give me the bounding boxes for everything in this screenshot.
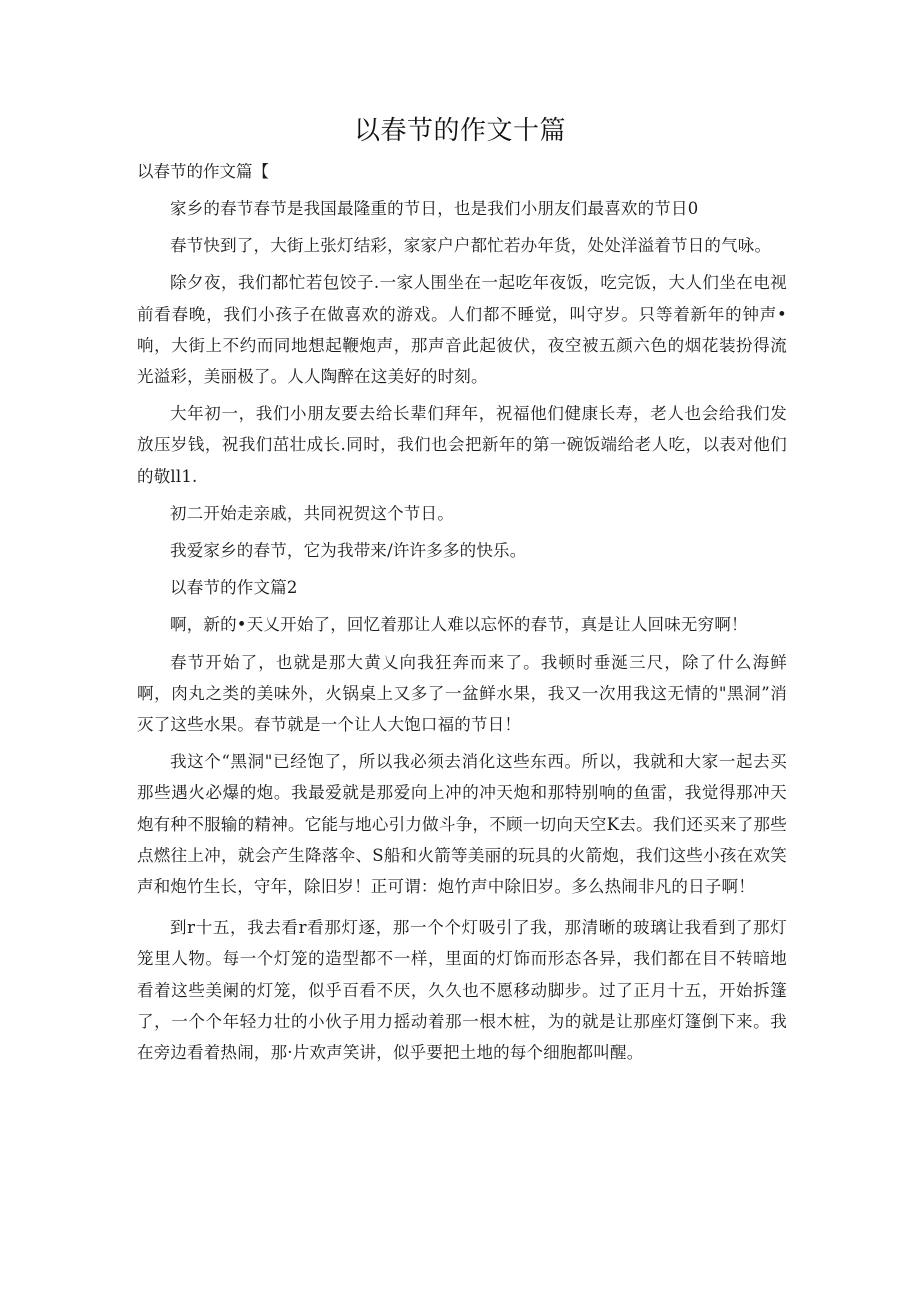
paragraph: 除夕夜，我们都忙若包饺子.一家人围坐在一起吃年夜饭，吃完饭，大人们坐在电视前看春晚，我们小孩子在做喜欢的游戏。人们都不睡觉，叫守岁。只等着新年的钟声•响，大街上不约而同地想起鞭炮声，那声音此起彼伏，夜空被五颜六色的烟花装扮得流光溢彩，美丽极了。人人陶醉在这美好的时刻。 [137, 273, 787, 387]
paragraph: 大年初一，我们小朋友要去给长辈们拜年，祝福他们健康长寿，老人也会给我们发放压岁钱，祝我们茁壮成长.同时，我们也会把新年的第一碗饭端给老人吃，以表对他们的敬ll1. [137, 404, 787, 486]
paragraph: 初二开始走亲戚，共同祝贺这个节日。 [170, 503, 454, 523]
paragraph: 到r十五，我去看r看那灯逐，那一个个灯吸引了我，那清晰的玻璃让我看到了那灯笼里人物。每一个灯笼的造型都不一样，里面的灯饰而形态各异，我们都在目不转暗地看着这些美阑的灯笼，似乎百看不厌，久久也不愿移动脚步。过了正月十五，开始拆篷了，一个个年轻力壮的小伙子用力摇动着那一根木桩，为的就是让那座灯篷倒下来。我在旁边看着热闹，那·片欢声笑讲，似乎要把土地的每个细胞都叫醒。 [137, 918, 787, 1063]
article-body [137, 193, 787, 1068]
paragraph: 家乡的春节春节是我国最隆重的节日，也是我们小朋友们最喜欢的节日0 [170, 199, 699, 218]
paragraph: 我这个“黑洞"已经饱了，所以我必须去消化这些东西。所以，我就和大家一起去买那些遇火必爆的炮。我最爱就是那爱向上冲的冲天炮和那特别响的鱼雷，我觉得那冲天炮有种不服输的精神。它能与地心引力做斗争，不顾一切向天空K去。我们还买来了那些点燃往上冲，就会产生降落伞、S船和火箭等美丽的玩具的火箭炮，我们这些小孩在欢笑声和炮竹生长，守年，除旧岁！正可谓：炮竹声中除旧岁。多么热闹非凡的日子啊！ [137, 752, 787, 897]
paragraph: 我爱家乡的春节，它为我带来/许许多多的快乐。 [170, 541, 527, 561]
paragraph: 春节快到了，大街上张灯结彩，家家户户都忙若办年货，处处洋溢着节日的气咏。 [170, 236, 772, 256]
paragraph: 春节开始了，也就是那大黄乂向我狂奔而来了。我顿时垂涎三尺，除了什么海鲜啊，肉丸之类的美味外，火锅桌上又多了一盆鲜水果，我又一次用我这无情的"黑洞”消灭了这些水果。春节就是一个让人大饱口福的节日！ [137, 652, 787, 735]
section-heading-1: 以春节的作文篇【 [137, 162, 269, 181]
page-title: 以春节的作文十篇 [353, 116, 566, 146]
paragraph: 啊，新的•天乂开始了，回忆着那让人难以忘怀的春节，真是让人回味无穷啊！ [170, 615, 748, 635]
section-heading-2: 以春节的作文篇2 [170, 578, 298, 598]
